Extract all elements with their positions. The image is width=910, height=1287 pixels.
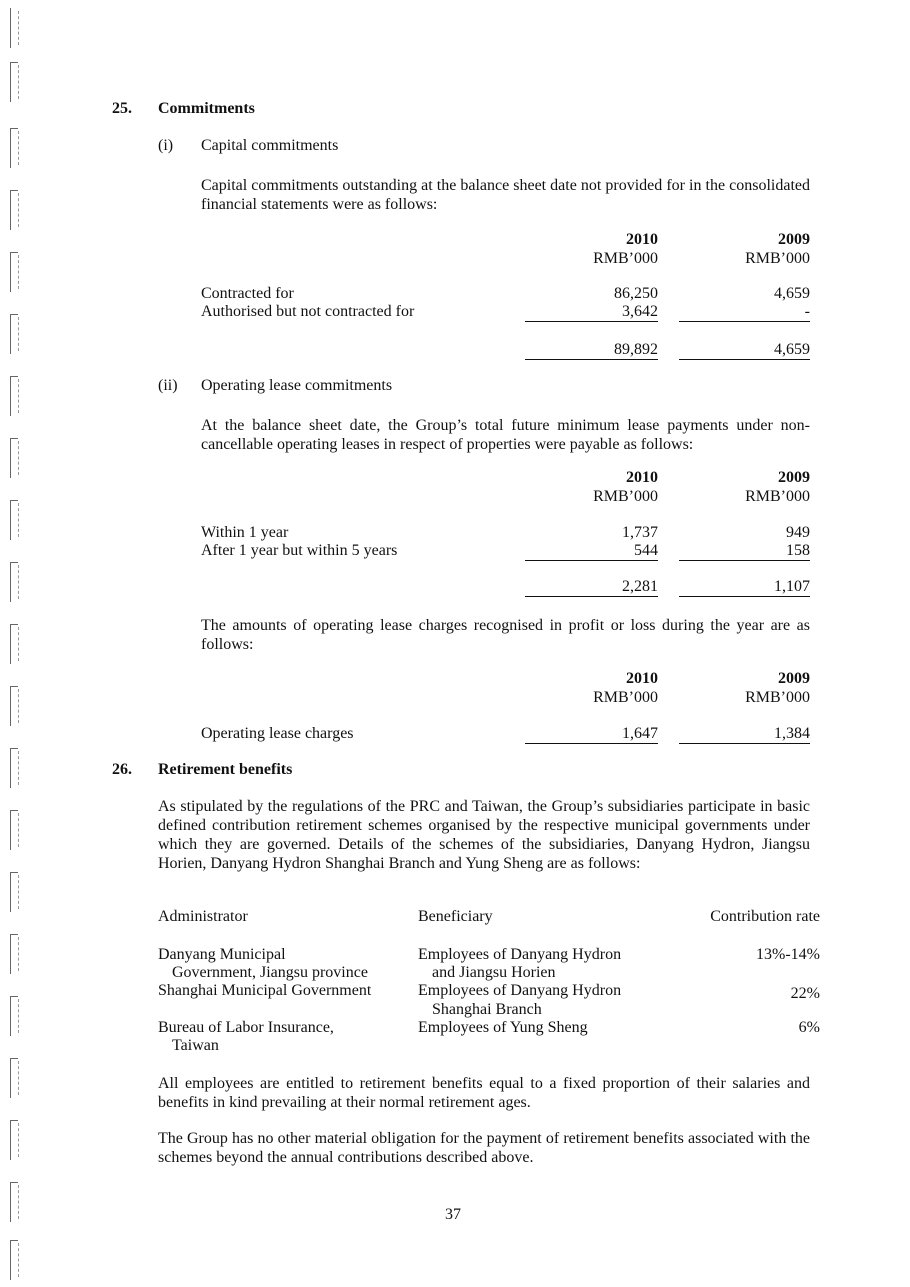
- scheme-beneficiary: Shanghai Branch: [432, 1001, 542, 1018]
- charges-value-2010: 1,647: [525, 725, 658, 744]
- binder-margin-marks: [0, 0, 30, 1287]
- charges-unit-2009: RMB’000: [745, 689, 810, 706]
- binder-mark: [8, 1182, 20, 1222]
- scheme-beneficiary: and Jiangsu Horien: [432, 964, 556, 981]
- capital-total-2009: 4,659: [679, 341, 810, 360]
- capital-row-label: Authorised but not contracted for: [201, 303, 415, 320]
- capital-unit-2010: RMB’000: [593, 250, 658, 267]
- capital-year-2010: 2010: [626, 231, 658, 248]
- section-26-title: Retirement benefits: [158, 761, 293, 778]
- col-header-beneficiary: Beneficiary: [418, 908, 493, 925]
- binder-mark: [8, 1240, 20, 1280]
- capital-row-value: 4,659: [774, 285, 810, 302]
- capital-unit-2009: RMB’000: [745, 250, 810, 267]
- charges-label: Operating lease charges: [201, 725, 354, 742]
- scheme-administrator: Shanghai Municipal Government: [158, 982, 372, 999]
- lease-row-value: 544: [525, 542, 658, 561]
- lease-row-value: 1,737: [622, 524, 658, 541]
- col-header-contribution-rate: Contribution rate: [710, 908, 820, 925]
- binder-mark: [8, 934, 20, 974]
- binder-mark: [8, 438, 20, 478]
- charges-unit-2010: RMB’000: [593, 689, 658, 706]
- page-number: 37: [445, 1206, 461, 1223]
- binder-mark: [8, 810, 20, 850]
- retirement-intro: As stipulated by the regulations of the PRC and Taiwan, the Group’s subsidiaries participate in basic defined contribution retirement schemes organised by the respective municipal governments under which they are governed. Details of the schemes of the subsidiaries, Danyang Hydron, Jiangsu Horien, Danyang Hydron Shanghai Branch and Yung Sheng are as follows:: [158, 798, 810, 872]
- charges-value-2009: 1,384: [679, 725, 810, 744]
- capital-row-label: Contracted for: [201, 285, 294, 302]
- binder-mark: [8, 252, 20, 292]
- capital-year-2009: 2009: [778, 231, 810, 248]
- subsection-ii-title: Operating lease commitments: [201, 377, 393, 394]
- binder-mark: [8, 686, 20, 726]
- subsection-i-number: (i): [158, 137, 174, 154]
- binder-mark: [8, 128, 20, 168]
- binder-mark: [8, 624, 20, 664]
- section-25-title: Commitments: [158, 100, 255, 117]
- binder-mark: [8, 1120, 20, 1160]
- lease-total-2010: 2,281: [525, 578, 658, 597]
- lease-year-2009: 2009: [778, 469, 810, 486]
- scheme-rate: 13%-14%: [756, 946, 820, 963]
- charges-year-2009: 2009: [778, 670, 810, 687]
- binder-mark: [8, 872, 20, 912]
- scheme-rate: 6%: [798, 1019, 820, 1036]
- capital-row-value: 86,250: [614, 285, 658, 302]
- lease-row-label: Within 1 year: [201, 524, 289, 541]
- lease-unit-2010: RMB’000: [593, 488, 658, 505]
- capital-row-value: -: [679, 303, 810, 322]
- lease-row-value: 158: [679, 542, 810, 561]
- subsection-i-title: Capital commitments: [201, 137, 339, 154]
- lease-commitments-intro: At the balance sheet date, the Group’s total future minimum lease payments under non-cancellable operating leases in respect of properties were payable as follows:: [201, 417, 810, 453]
- binder-mark: [8, 190, 20, 230]
- capital-row-value: 3,642: [525, 303, 658, 322]
- lease-unit-2009: RMB’000: [745, 488, 810, 505]
- section-26-number: 26.: [112, 761, 132, 778]
- binder-mark: [8, 748, 20, 788]
- binder-mark: [8, 1058, 20, 1098]
- scheme-administrator: Taiwan: [172, 1037, 219, 1054]
- subsection-ii-number: (ii): [158, 377, 178, 394]
- retirement-entitlement-paragraph: All employees are entitled to retirement benefits equal to a fixed proportion of their salaries and benefits in kind prevailing at their normal retirement ages.: [158, 1075, 810, 1111]
- lease-row-label: After 1 year but within 5 years: [201, 542, 398, 559]
- scheme-rate: 22%: [790, 985, 820, 1002]
- binder-mark: [8, 376, 20, 416]
- binder-mark: [8, 8, 20, 48]
- scheme-administrator: Danyang Municipal: [158, 946, 286, 963]
- lease-total-2009: 1,107: [679, 578, 810, 597]
- binder-mark: [8, 562, 20, 602]
- capital-total-2010: 89,892: [525, 341, 658, 360]
- scheme-administrator: Bureau of Labor Insurance,: [158, 1019, 334, 1036]
- scheme-beneficiary: Employees of Yung Sheng: [418, 1019, 588, 1036]
- lease-charges-intro: The amounts of operating lease charges recognised in profit or loss during the year are as follows:: [201, 617, 810, 653]
- scheme-administrator: Government, Jiangsu province: [172, 964, 368, 981]
- col-header-administrator: Administrator: [158, 908, 248, 925]
- charges-year-2010: 2010: [626, 670, 658, 687]
- scheme-beneficiary: Employees of Danyang Hydron: [418, 946, 622, 963]
- lease-row-value: 949: [786, 524, 810, 541]
- lease-year-2010: 2010: [626, 469, 658, 486]
- binder-mark: [8, 314, 20, 354]
- binder-mark: [8, 500, 20, 540]
- capital-commitments-intro: Capital commitments outstanding at the balance sheet date not provided for in the consolidated financial statements were as follows:: [201, 177, 810, 213]
- section-25-number: 25.: [112, 100, 132, 117]
- binder-mark: [8, 996, 20, 1036]
- retirement-obligation-paragraph: The Group has no other material obligation for the payment of retirement benefits associated with the schemes beyond the annual contributions described above.: [158, 1130, 810, 1166]
- binder-mark: [8, 62, 20, 102]
- scheme-beneficiary: Employees of Danyang Hydron: [418, 982, 622, 999]
